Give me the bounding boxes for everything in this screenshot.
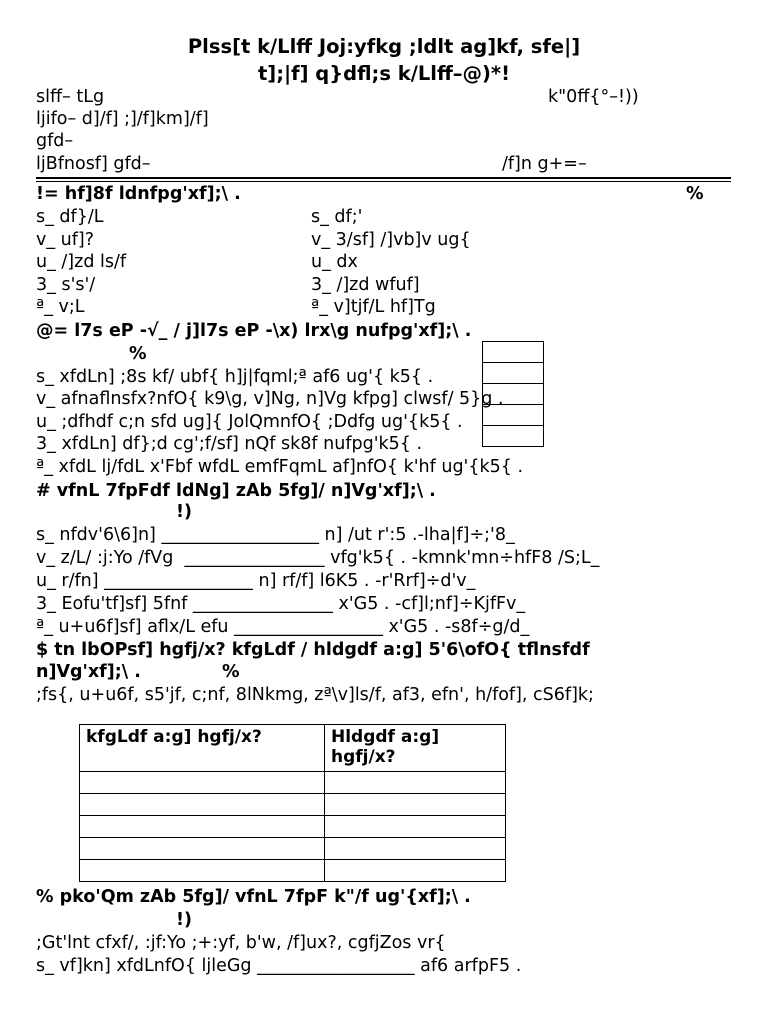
true-false-item: v_ afnaflnsfx?nfO{ k9\g, v]Ng, n]Vg kfpg] clwsf/ 5}g . [36,389,504,409]
fill-blank-end: x'G5 . -cf]l;nf]÷KjfFv_ [338,594,526,614]
table-cell[interactable] [325,860,506,882]
section-2-heading: @= l7s eP -√_ / j]l7s eP -\x) lrx\g nufpg'xf];\ . [36,321,472,341]
section-2-marks: % [129,344,147,364]
table-cell[interactable] [80,794,325,816]
table-row [80,860,506,882]
fill-blank-end: n] /ut r':5 .-lha|f]÷;'8_ [324,525,515,545]
match-left-item: u_ /]zd ls/f [36,252,127,272]
true-false-item: s_ xfdLn] ;8s kf/ ubf{ h]j|fqml;ª af6 ug'{ k5{ . [36,367,434,387]
table-cell[interactable] [325,794,506,816]
table-cell[interactable] [325,838,506,860]
fill-blank-end: af6 arfpF5 . [420,956,522,976]
table-header-water-animals: kfgLdf a:g] hgfj/x? [80,725,325,772]
fill-blank-line[interactable]: ________________ [184,548,325,568]
section-4-heading-line-2: n]Vg'xf];\ . [36,662,141,682]
fill-blank-item [36,548,599,569]
header-divider-top [36,177,731,179]
header-divider-bottom [36,181,731,182]
answer-box[interactable] [482,362,544,384]
table-cell[interactable] [80,772,325,794]
fill-blank-start: 3_ Eofu'tf]sf] 5fnf [36,594,188,614]
answer-box[interactable] [482,341,544,363]
answer-box[interactable] [482,425,544,447]
match-right-item: ª_ v]tjf/L hf]Tg [311,297,436,317]
fill-blank-start: v_ z/L/ :j:Yo /fVg [36,548,174,568]
table-cell[interactable] [80,860,325,882]
fill-blank-line[interactable]: __________________ [161,525,319,545]
table-cell[interactable] [80,838,325,860]
fill-blank-line[interactable]: __________________ [257,956,415,976]
fill-blank-line[interactable]: _________________ [234,617,383,637]
roll-number-label: /f]n g+=– [502,154,587,174]
match-right-item: u_ dx [311,252,358,272]
page-title-line-1: Plss[t k/Llff Joj:yfkg ;ldlt ag]kf, sfe|] [187,35,581,58]
full-marks-label: k"0ff{°–!)) [548,87,639,107]
table-row [80,794,506,816]
class-label: slff– tLg [36,87,105,107]
match-left-item: 3_ s's'/ [36,275,96,295]
match-right-item: v_ 3/sf] /]vb]v ug{ [311,230,471,250]
section-1-marks: % [686,184,704,204]
habitat-table [79,724,506,882]
fill-blank-item [36,594,525,615]
section-1-heading: != hf]8f ldnfpg'xf];\ . [36,184,241,204]
answer-box[interactable] [482,383,544,405]
subject-label: ljifo– d]/f] ;]/f]km]/f] [36,109,209,129]
fill-blank-line[interactable]: _________________ [104,571,253,591]
match-right-item: s_ df;' [311,207,363,227]
table-row [80,772,506,794]
fill-blank-item [36,956,521,977]
table-row [80,838,506,860]
name-label: gfd– [36,131,74,151]
match-left-item: v_ uf]? [36,230,95,250]
section-5-word-list: ;Gt'lnt cfxf/, :jf:Yo ;+:yf, b'w, /f]ux?, cgfjZos vr{ [36,933,446,953]
fill-blank-item [36,571,475,592]
school-name-label: ljBfnosf] gfd– [36,154,151,174]
fill-blank-line[interactable]: ________________ [192,594,333,614]
match-left-item: ª_ v;L [36,297,85,317]
table-header-land-animals: Hldgdf a:g] hgfj/x? [325,725,506,772]
fill-blank-item [36,525,515,546]
section-4-marks: % [222,662,240,682]
true-false-item: 3_ xfdLn] df};d cg';f/sf] nQf sk8f nufpg'k5{ . [36,434,423,454]
fill-blank-start: s_ nfdv'6\6]n] [36,525,156,545]
true-false-item: u_ ;dfhdf c;n sfd ug]{ JolQmnfO{ ;Ddfg ug'{k5{ . [36,412,463,432]
table-cell[interactable] [325,772,506,794]
section-5-marks: !) [176,910,192,930]
fill-blank-end: n] rf/f] l6K5 . -r'Rrf]÷d'v_ [258,571,476,591]
section-3-marks: !) [176,502,192,522]
table-cell[interactable] [325,816,506,838]
fill-blank-start: u_ r/fn] [36,571,99,591]
match-right-item: 3_ /]zd wfuf] [311,275,420,295]
fill-blank-start: ª_ u+u6f]sf] aflx/L efu [36,617,229,637]
fill-blank-end: x'G5 . -s8f÷g/d_ [388,617,530,637]
section-3-heading: # vfnL 7fpFdf ldNg] zAb 5fg]/ n]Vg'xf];\ . [36,481,436,501]
match-left-item: s_ df}/L [36,207,104,227]
table-cell[interactable] [80,816,325,838]
section-5-heading: % pko'Qm zAb 5fg]/ vfnL 7fpF k"/f ug'{xf];\ . [36,887,471,907]
table-row [80,816,506,838]
answer-box[interactable] [482,404,544,426]
fill-blank-end: vfg'k5{ . -kmnk'mn÷hfF8 /S;L_ [330,548,600,568]
fill-blank-item [36,617,529,638]
animal-word-list: ;fs{, u+u6f, s5'jf, c;nf, 8lNkmg, zª\v]ls/f, af3, efn', h/fof], cS6f]k; [36,685,594,705]
section-4-heading-line-1: $ tn lbOPsf] hgfj/x? kfgLdf / hldgdf a:g] 5'6\ofO{ tflnsfdf [36,640,590,660]
fill-blank-start: s_ vf]kn] xfdLnfO{ ljleGg [36,956,252,976]
page-title-line-2: t];|f] q}dfl;s k/Llff–@)*! [257,62,511,85]
true-false-item: ª_ xfdL lj/fdL x'Fbf wfdL emfFqmL af]nfO{ k'hf ug'{k5{ . [36,457,524,477]
